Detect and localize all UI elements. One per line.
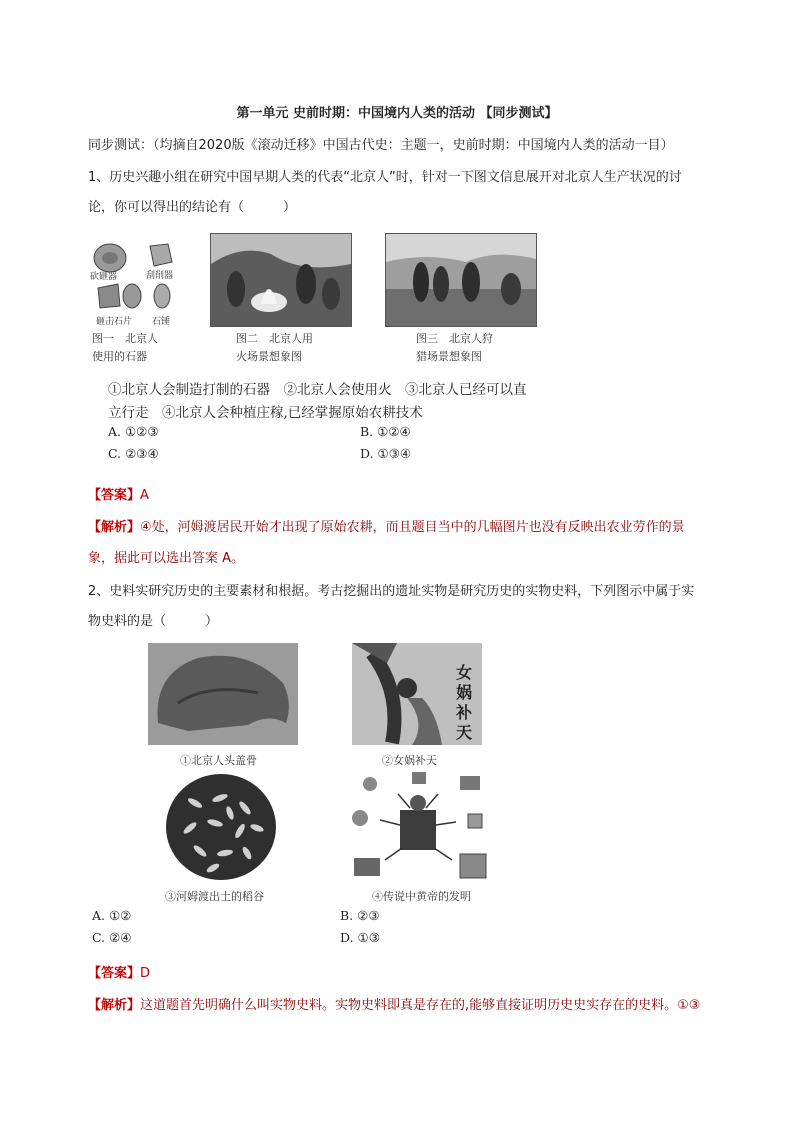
q2-option-d[interactable]: D. ①③ (340, 930, 380, 945)
nuwa-char-4: 天 (455, 723, 472, 742)
q1-option-d[interactable]: D. ①③④ (360, 446, 412, 461)
q1-option-b[interactable]: B. ①②④ (360, 424, 411, 439)
rice-drawing (165, 773, 277, 881)
q1-stem-line2: 论，你可以得出的结论有（ ） (88, 200, 297, 215)
q2-stem-line1: 2、史料实研究历史的主要素材和根据。考古挖掘出的遗址实物是研究历史的实物史料，下列图示中属于实 (88, 584, 695, 599)
label-shichui: 石锤 (152, 317, 171, 327)
q1-answer (88, 484, 149, 503)
q2-fig4-caption: ④传说中黄帝的发明 (372, 890, 471, 903)
q1-fig2-caption-line1: 图二 北京人用 (236, 332, 313, 345)
q1-fig2-caption-line2: 火场景想象图 (236, 350, 302, 363)
analysis-tag: 【解析】 (88, 520, 141, 535)
label-kankiqi: 砍砸器 (90, 272, 118, 282)
q2-fig3-caption: ③河姆渡出土的稻谷 (165, 890, 264, 903)
label-guaxueqi: 刮削器 (146, 271, 174, 281)
q1-fig2-fire-scene (210, 233, 352, 327)
q1-fig1-caption-line2: 使用的石器 (92, 350, 147, 363)
answer-value: A (140, 488, 149, 503)
q1-statement-line2: 立行走 ④北京人会种植庄稼,已经掌握原始农耕技术 (108, 405, 423, 421)
answer-tag: 【答案】 (88, 488, 141, 503)
q1-analysis-line2: 象，据此可以选出答案 A。 (88, 551, 245, 566)
q2-fig1-caption: ①北京人头盖骨 (180, 754, 257, 767)
nuwa-char-3: 补 (455, 703, 472, 722)
analysis-tag: 【解析】 (88, 998, 141, 1013)
q2-fig4-huangdi (340, 770, 495, 885)
analysis-text: ④处，河姆渡居民开始才出现了原始农耕，而且题目当中的几幅图片也没有反映出农业劳作的景 (140, 520, 685, 535)
q2-option-c[interactable]: C. ②④ (92, 930, 132, 945)
skull-drawing (148, 643, 298, 745)
q1-fig3-hunting-scene (385, 233, 537, 327)
q1-option-c[interactable]: C. ②③④ (108, 446, 159, 461)
q2-fig1-skull (148, 643, 298, 745)
q1-stem-line1: 1、历史兴趣小组在研究中国早期人类的代表“北京人”时，针对一下图文信息展开对北京人生产状况的讨 (88, 170, 682, 185)
q1-fig1-caption-line1: 图一 北京人 (92, 332, 158, 345)
q2-answer (88, 962, 150, 981)
q1-analysis-line1 (88, 516, 685, 535)
answer-tag: 【答案】 (88, 966, 141, 981)
q2-fig2-nuwa (352, 643, 482, 745)
q1-fig1-stone-tools (90, 236, 195, 326)
hunting-scene-drawing (386, 234, 536, 326)
label-zajishipian: 砸击石片 (96, 317, 133, 327)
fire-scene-drawing (211, 234, 351, 326)
huangdi-drawing (340, 770, 495, 885)
intro-text: 同步测试：（均摘自2020版《滚动迁移》中国古代史：主题一，史前时期：中国境内人类的活动一目） (88, 138, 674, 153)
q2-fig3-rice (165, 773, 277, 881)
q2-option-b[interactable]: B. ②③ (340, 908, 380, 923)
page-title: 第一单元 史前时期：中国境内人类的活动 【同步测试】 (236, 106, 558, 121)
q1-statement-line1: ①北京人会制造打制的石器 ②北京人会使用火 ③北京人已经可以直 (108, 382, 527, 398)
analysis-text: 这道题首先明确什么叫实物史料。实物史料即真是存在的,能够直接证明历史史实存在的史料。①③ (140, 998, 701, 1013)
q1-fig3-caption-line2: 猎场景想象图 (416, 350, 482, 363)
q1-option-a[interactable]: A. ①②③ (108, 424, 159, 439)
q2-option-a[interactable]: A. ①② (92, 908, 132, 923)
nuwa-char-1: 女 (455, 663, 472, 682)
q2-analysis-line1 (88, 994, 700, 1013)
q2-fig2-caption: ②女娲补天 (382, 754, 437, 767)
nuwa-char-2: 娲 (455, 683, 472, 702)
q2-stem-line2: 物史料的是（ ） (88, 614, 219, 629)
q1-fig3-caption-line1: 图三 北京人狩 (416, 332, 493, 345)
answer-value: D (140, 966, 151, 981)
